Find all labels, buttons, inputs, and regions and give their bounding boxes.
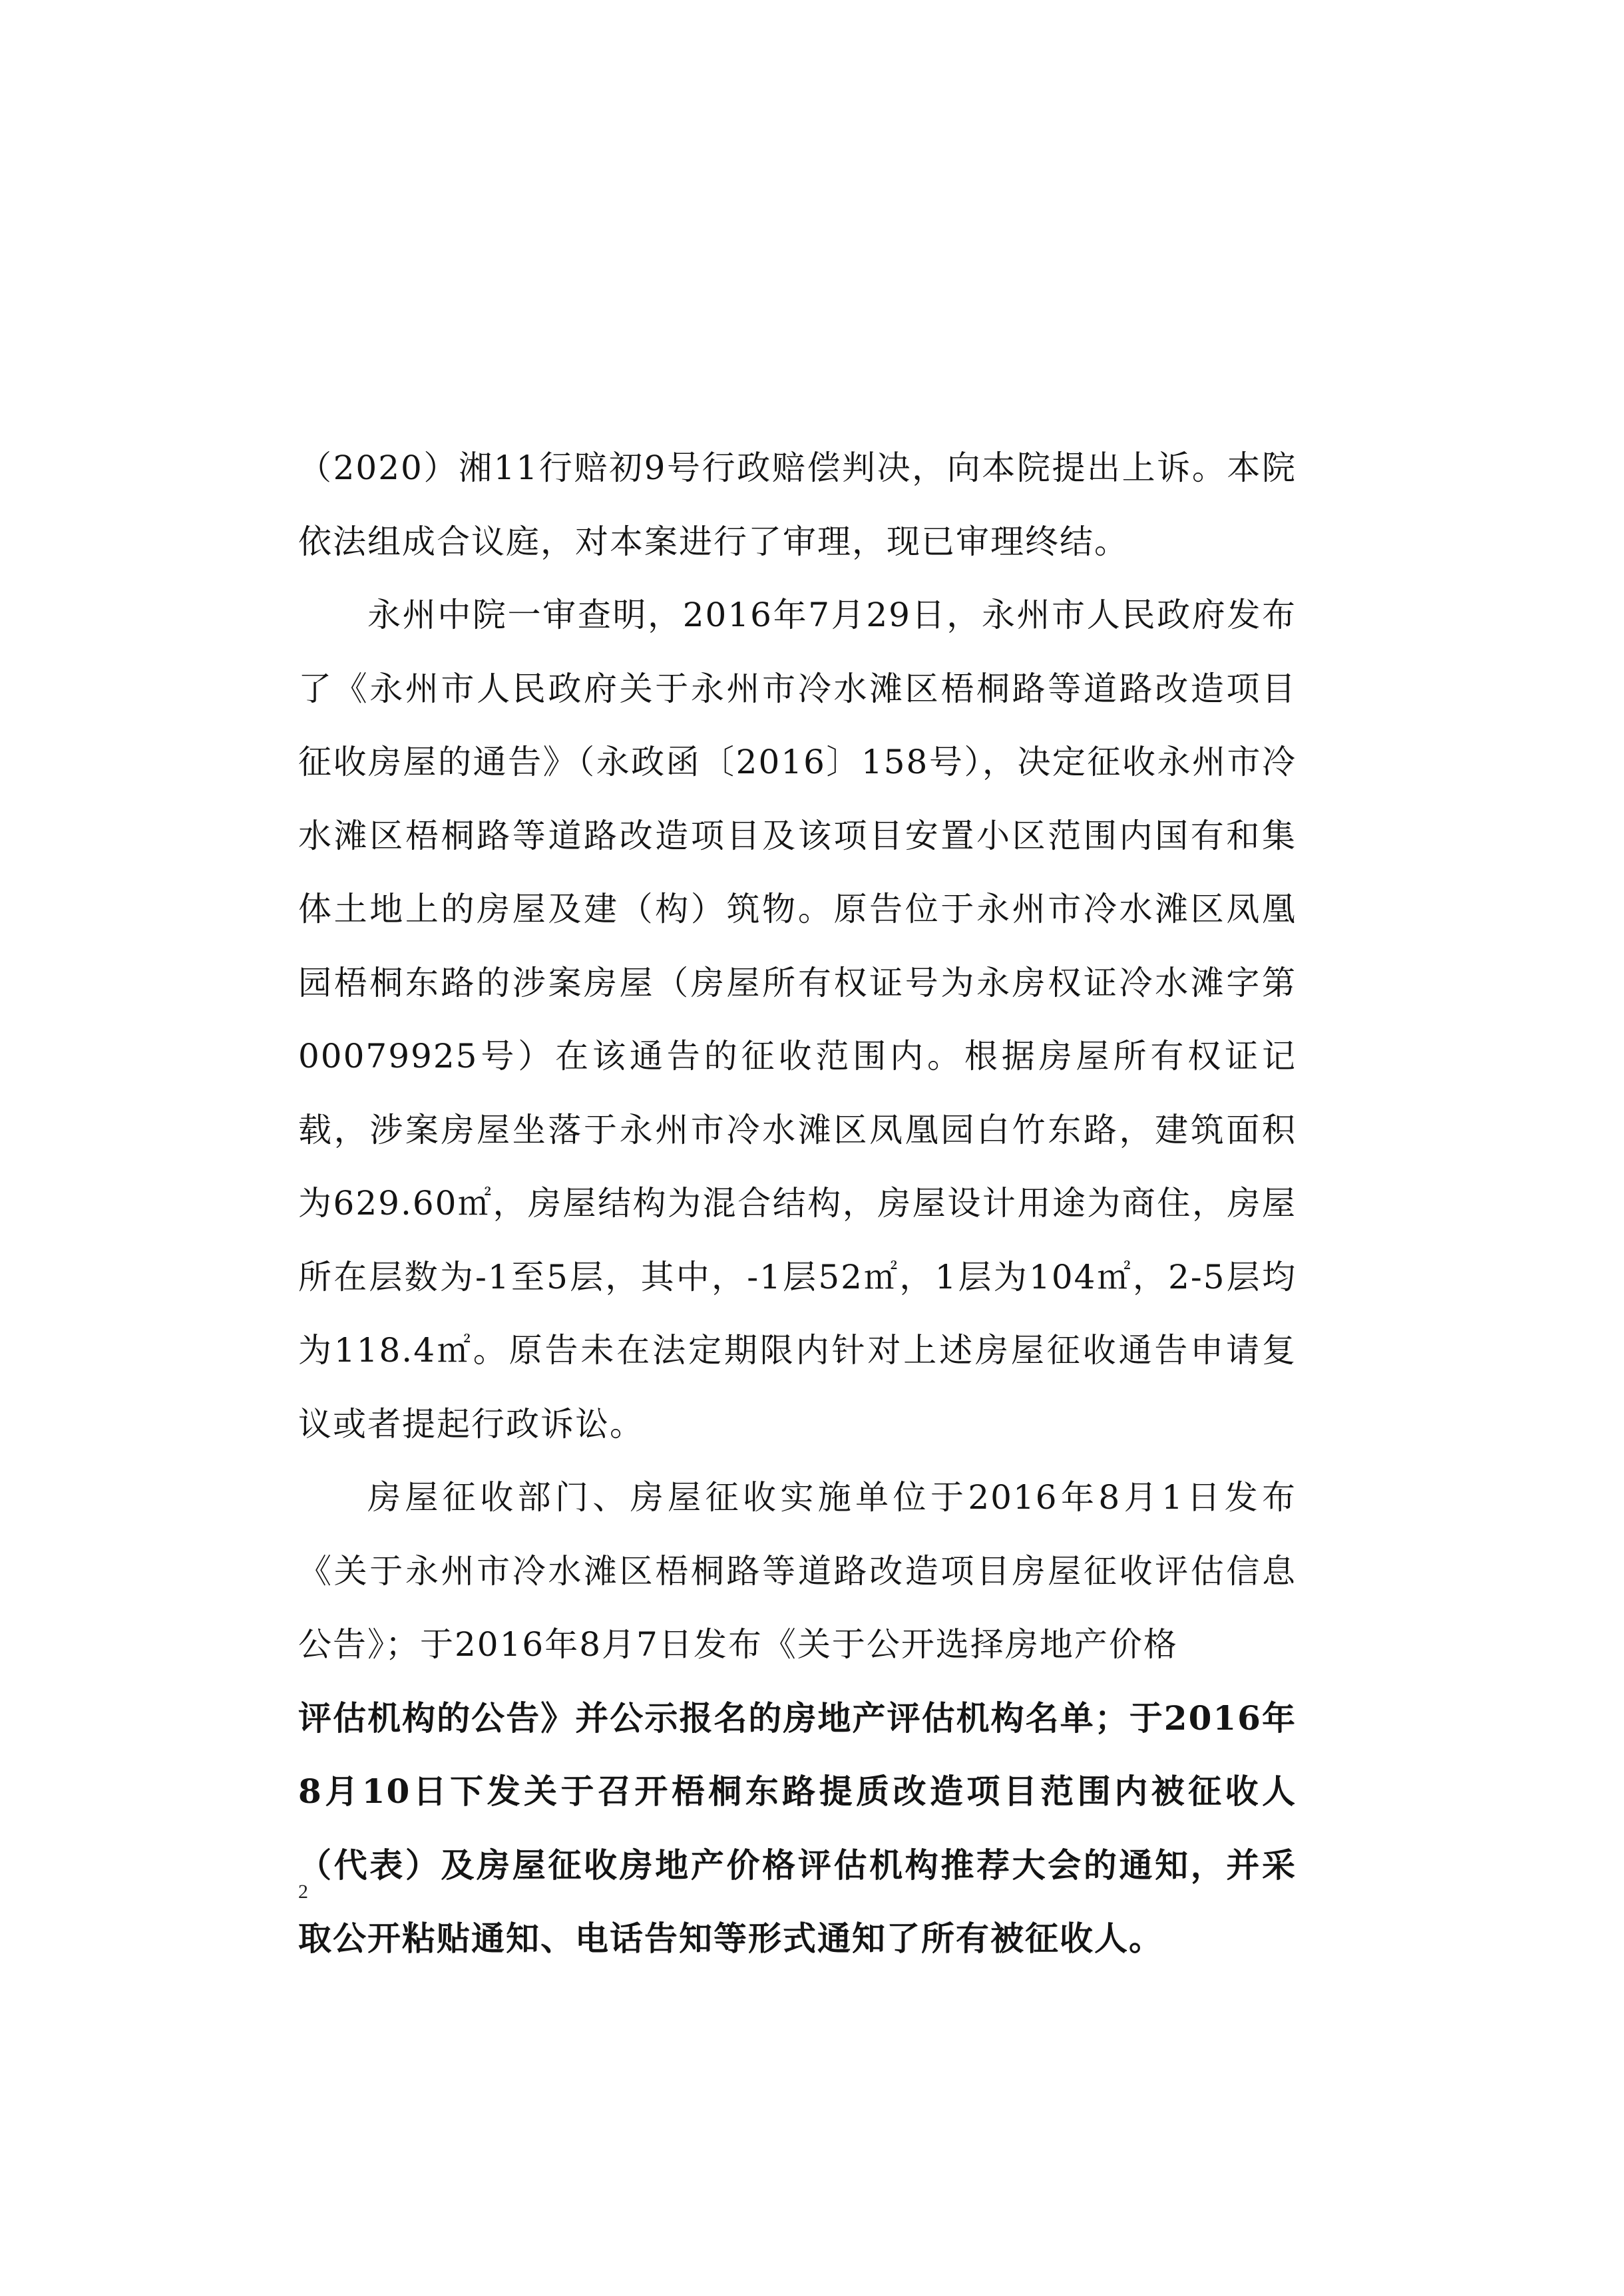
page-number: 2 xyxy=(298,1881,308,1903)
paragraph-procedure-continued: 评估机构的公告》并公示报名的房地产评估机构名单；于2016年8月10日下发关于召开梧桐东路提质改造项目范围内被征收人（代表）及房屋征收房地产价格评估机构推荐大会的通知，并采取公开粘贴通知、电话告知等形式通知了所有被征收人。 xyxy=(298,1698,1297,1958)
paragraph-findings: 永州中院一审查明，2016年7月29日，永州市人民政府发布了《永州市人民政府关于永州市冷水滩区梧桐路等道路改造项目征收房屋的通告》（永政函〔2016〕158号），决定征收永州市冷水滩区梧桐路等道路改造项目及该项目安置小区范围内国有和集体土地上的房屋及建（构）筑物。原告位于永州市冷水滩区凤凰园梧桐东路的涉案房屋（房屋所有权证号为永房权证冷水滩字第00079925号）在该通告的征收范围内。根据房屋所有权证记载，涉案房屋坐落于永州市冷水滩区凤凰园白竹东路，建筑面积为629.60㎡，房屋结构为混合结构，房屋设计用途为商住，房屋所在层数为-1至5层，其中，-1层52㎡，1层为104㎡，2-5层均为118.4㎡。原告未在法定期限内针对上述房屋征收通告申请复议或者提起行政诉讼。 xyxy=(298,596,1297,1443)
paragraph-procedure: 房屋征收部门、房屋征收实施单位于2016年8月1日发布《关于永州市冷水滩区梧桐路等道路改造项目房屋征收评估信息公告》；于2016年8月7日发布《关于公开选择房地产价格 xyxy=(298,1478,1297,1664)
paragraph-continuation: （2020）湘11行赔初9号行政赔偿判决，向本院提出上诉。本院依法组成合议庭，对本案进行了审理，现已审理终结。 xyxy=(298,449,1297,561)
body-text xyxy=(298,431,1297,1976)
